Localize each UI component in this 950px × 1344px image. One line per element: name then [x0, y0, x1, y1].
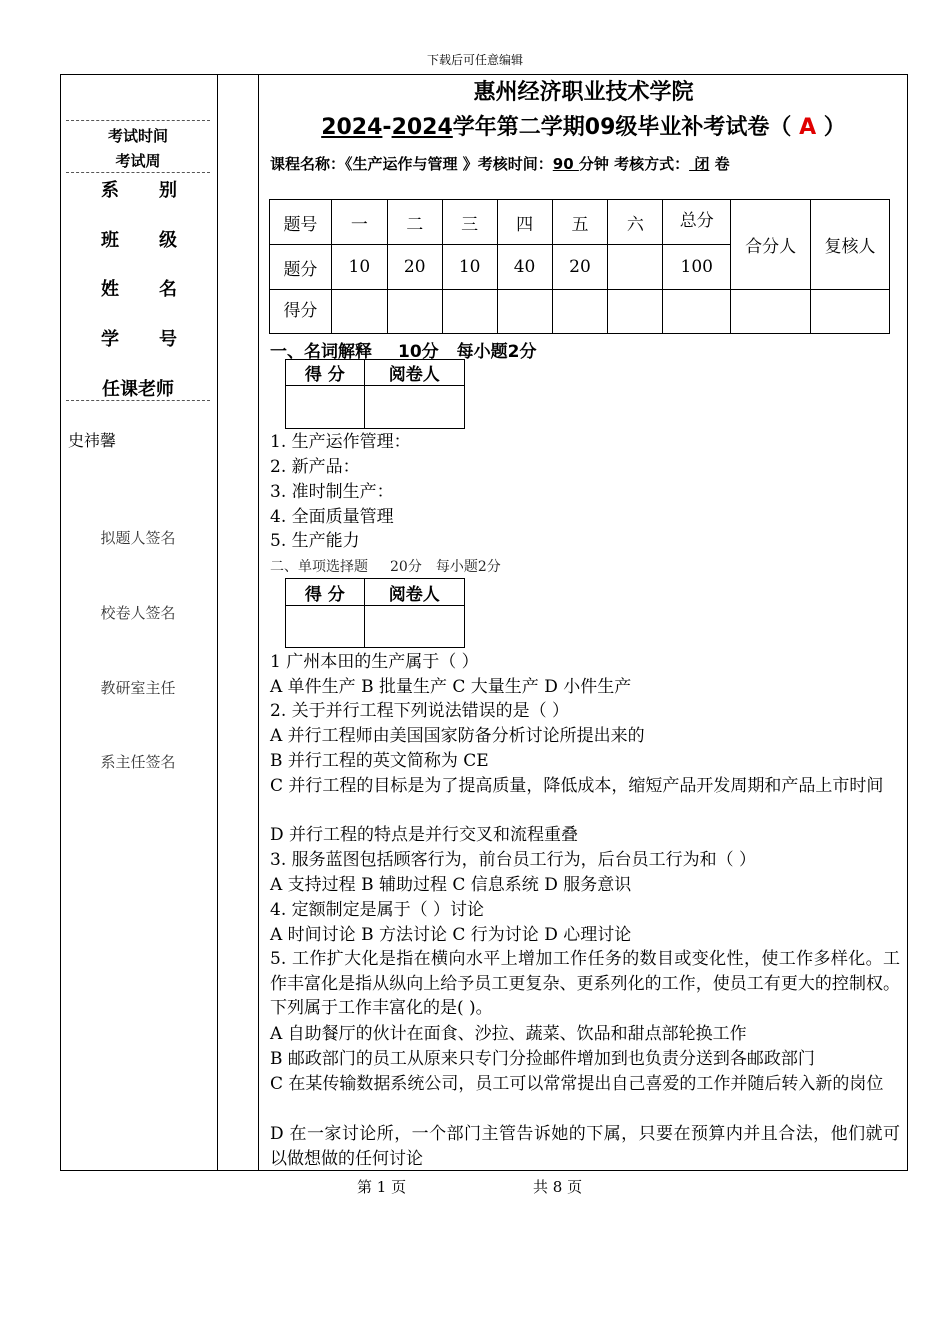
- header-cell: 四: [497, 200, 552, 245]
- grader-score-label: 得 分: [286, 579, 365, 606]
- score-cell[interactable]: [608, 290, 663, 334]
- teacher-name: 史祎馨: [68, 431, 117, 450]
- term-item: 5. 生产能力: [270, 531, 360, 551]
- signature-section-head: 教研室主任: [100, 679, 176, 697]
- teacher-label: 任课老师: [102, 379, 174, 400]
- field-class: 班 级: [101, 230, 177, 251]
- exam-mode: 闭: [689, 155, 710, 173]
- question-4: 4. 定额制定是属于（ ）讨论: [270, 900, 485, 920]
- side-divider: [66, 120, 210, 121]
- points-cell: 40: [497, 245, 552, 290]
- question-5-option-c: C 在某传输数据系统公司，员工可以常常提出自己喜爱的工作并随后转入新的岗位: [270, 1074, 884, 1094]
- header-cell: 二: [387, 200, 442, 245]
- points-cell: [608, 245, 663, 290]
- total-reviewer-cell: 合分人: [731, 200, 811, 290]
- points-cell: 10: [331, 245, 387, 290]
- grader-score-label: 得 分: [286, 360, 365, 386]
- field-name: 姓 名: [101, 279, 177, 300]
- grader-score-cell[interactable]: [286, 386, 365, 429]
- question-2-option-b: B 并行工程的英文简称为 CE: [270, 751, 489, 771]
- exam-title: 2024-2024学年第二学期09级毕业补考试卷（ A ）: [321, 115, 846, 140]
- grader-box: [285, 359, 465, 429]
- grader-reviewer-cell[interactable]: [364, 386, 464, 429]
- grader-reviewer-label: 阅卷人: [364, 579, 464, 606]
- header-cell: 题号: [270, 200, 332, 245]
- term-item: 4. 全面质量管理: [270, 507, 394, 527]
- term-item: 3. 准时制生产：: [270, 482, 394, 502]
- download-note: 下载后可任意编辑: [426, 53, 523, 67]
- course-info: 课程名称：《生产运作与管理 》考核时间：90 分钟 考核方式： 闭 卷: [270, 155, 730, 173]
- points-cell: 20: [387, 245, 442, 290]
- question-5-option-b: B 邮政部门的员工从原来只专门分捡邮件增加到也负责分送到各邮政部门: [270, 1049, 815, 1069]
- exam-minutes: 90: [552, 155, 579, 173]
- score-cell[interactable]: [731, 290, 811, 334]
- rechecker-cell: 复核人: [811, 200, 890, 290]
- question-3: 3. 服务蓝图包括顾客行为，前台员工行为，后台员工行为和（ ）: [270, 850, 757, 870]
- score-cell[interactable]: [663, 290, 731, 334]
- grader-reviewer-label: 阅卷人: [364, 360, 464, 386]
- question-3-options: A 支持过程 B 辅助过程 C 信息系统 D 服务意识: [270, 875, 632, 895]
- signature-checker: 校卷人签名: [100, 604, 176, 622]
- score-cell[interactable]: [552, 290, 608, 334]
- signature-dept-head: 系主任签名: [100, 753, 176, 771]
- question-5: 5. 工作扩大化是指在横向水平上增加工作任务的数目或变化性，使工作多样化。工作丰富化是指从纵向上给予员工更复杂、更系列化的工作，使员工有更大的控制权。下列属于工作丰富化的是( )。: [270, 949, 900, 1018]
- question-2-option-d: D 并行工程的特点是并行交叉和流程重叠: [270, 825, 579, 845]
- question-2-option-a: A 并行工程师由美国国家防备分析讨论所提出来的: [270, 726, 645, 746]
- question-2: 2. 关于并行工程下列说法错误的是（ ）: [270, 701, 570, 721]
- question-5-option-a: A 自助餐厅的伙计在面食、沙拉、蔬菜、饮品和甜点部轮换工作: [270, 1024, 747, 1044]
- term-item: 1. 生产运作管理：: [270, 432, 411, 452]
- section1-title: 一、名词解释 10分 每小题2分: [270, 342, 537, 362]
- term-item: 2. 新产品：: [270, 457, 360, 477]
- field-student-id: 学 号: [101, 329, 177, 350]
- grader-box: [285, 578, 465, 648]
- score-cell[interactable]: [497, 290, 552, 334]
- grader-score-cell[interactable]: [286, 606, 365, 648]
- score-cell[interactable]: [331, 290, 387, 334]
- course-name: 《生产运作与管理 》: [345, 155, 478, 173]
- score-table-header-row: [270, 200, 890, 245]
- points-cell: 20: [552, 245, 608, 290]
- field-department: 系 别: [101, 180, 177, 201]
- header-cell: 五: [552, 200, 608, 245]
- side-divider: [66, 400, 210, 401]
- question-2-option-c: C 并行工程的目标是为了提高质量，降低成本，缩短产品开发周期和产品上市时间: [270, 776, 884, 796]
- school-name: 惠州经济职业技术学院: [473, 80, 694, 105]
- header-cell: 总分: [663, 200, 731, 245]
- grader-reviewer-cell[interactable]: [364, 606, 464, 648]
- exam-time-label: 考试时间: [107, 127, 168, 145]
- page-number: 第 1 页: [357, 1178, 407, 1196]
- binding-line: [258, 74, 259, 1171]
- points-label: 题分: [270, 245, 332, 290]
- side-divider: [66, 172, 210, 173]
- paper-version: A: [791, 115, 824, 140]
- score-cell[interactable]: [387, 290, 442, 334]
- score-label: 得分: [270, 290, 332, 334]
- question-1: 1 广州本田的生产属于（ ）: [270, 652, 479, 672]
- signature-drafter: 拟题人签名: [100, 529, 176, 547]
- page-total: 共 8 页: [533, 1178, 583, 1196]
- score-table-score-row: [270, 290, 890, 334]
- score-table: [269, 199, 890, 334]
- question-4-options: A 时间讨论 B 方法讨论 C 行为讨论 D 心理讨论: [270, 925, 632, 945]
- points-cell: 10: [442, 245, 497, 290]
- score-cell[interactable]: [442, 290, 497, 334]
- section2-title: 二、单项选择题 20分 每小题2分: [270, 559, 501, 575]
- question-5-option-d: D 在一家讨论所，一个部门主管告诉她的下属，只要在预算内并且合法，他们就可以做想做的任何讨论: [270, 1124, 900, 1169]
- exam-week-label: 考试周: [115, 152, 161, 170]
- header-cell: 三: [442, 200, 497, 245]
- score-cell[interactable]: [811, 290, 890, 334]
- header-cell: 一: [331, 200, 387, 245]
- points-cell: 100: [663, 245, 731, 290]
- header-cell: 六: [608, 200, 663, 245]
- question-1-options: A 单件生产 B 批量生产 C 大量生产 D 小件生产: [270, 677, 632, 697]
